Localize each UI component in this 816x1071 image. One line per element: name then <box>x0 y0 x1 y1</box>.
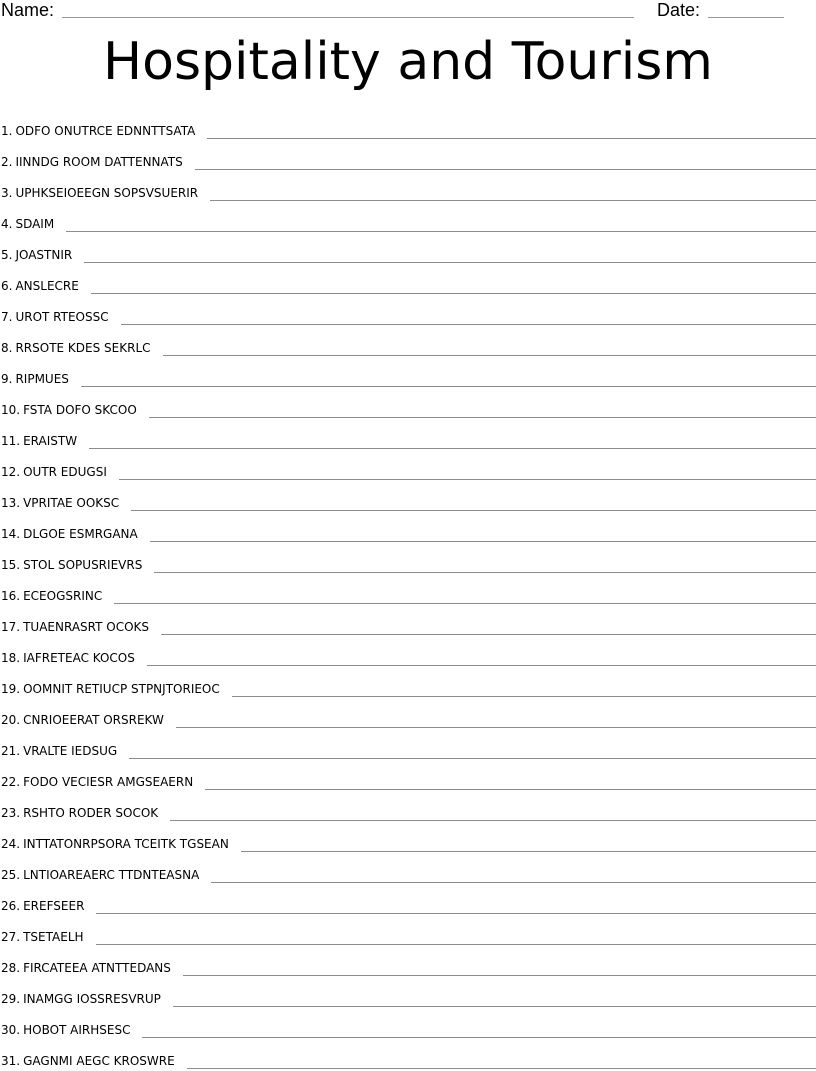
answer-blank[interactable] <box>210 199 816 201</box>
scrambled-words: GAGNMI AEGC KROSWRE <box>23 1054 175 1068</box>
name-field[interactable] <box>62 17 634 18</box>
question-number: 21. <box>1 744 21 758</box>
answer-blank[interactable] <box>129 757 816 759</box>
question-text <box>0 713 164 730</box>
scrambled-words: EREFSEER <box>23 899 85 913</box>
question-row <box>0 358 816 389</box>
question-number: 3. <box>1 186 13 200</box>
question-text <box>0 961 171 978</box>
scrambled-words: RIPMUES <box>15 372 69 386</box>
question-number: 13. <box>1 496 21 510</box>
scrambled-words: STOL SOPUSRIEVRS <box>23 558 143 572</box>
question-number: 8. <box>1 341 13 355</box>
answer-blank[interactable] <box>161 633 816 635</box>
question-number: 31. <box>1 1054 21 1068</box>
question-row <box>0 544 816 575</box>
question-number: 4. <box>1 217 13 231</box>
question-number: 1. <box>1 124 13 138</box>
answer-blank[interactable] <box>207 137 816 139</box>
question-number: 29. <box>1 992 21 1006</box>
question-text <box>0 1054 175 1071</box>
answer-blank[interactable] <box>232 695 816 697</box>
scrambled-words: TUAENRASRT OCOKS <box>23 620 150 634</box>
question-number: 15. <box>1 558 21 572</box>
question-row <box>0 141 816 172</box>
scrambled-words: DLGOE ESMRGANA <box>23 527 138 541</box>
question-row <box>0 203 816 234</box>
question-number: 24. <box>1 837 21 851</box>
question-text <box>0 558 142 575</box>
question-text <box>0 775 193 792</box>
answer-blank[interactable] <box>66 230 816 232</box>
answer-blank[interactable] <box>89 447 816 449</box>
question-text <box>0 620 149 637</box>
answer-blank[interactable] <box>91 292 816 294</box>
question-text <box>0 403 137 420</box>
question-text <box>0 527 138 544</box>
question-row <box>0 513 816 544</box>
answer-blank[interactable] <box>96 943 816 945</box>
question-row <box>0 699 816 730</box>
question-row <box>0 854 816 885</box>
scrambled-words: INAMGG IOSSRESVRUP <box>23 992 161 1006</box>
answer-blank[interactable] <box>241 850 816 852</box>
question-number: 26. <box>1 899 21 913</box>
question-number: 7. <box>1 310 13 324</box>
question-number: 12. <box>1 465 21 479</box>
question-text <box>0 248 72 265</box>
question-text <box>0 496 119 513</box>
question-row <box>0 296 816 327</box>
answer-blank[interactable] <box>195 168 816 170</box>
scrambled-words: JOASTNIR <box>15 248 73 262</box>
question-number: 23. <box>1 806 21 820</box>
question-text <box>0 868 199 885</box>
question-number: 6. <box>1 279 13 293</box>
answer-blank[interactable] <box>183 974 816 976</box>
answer-blank[interactable] <box>96 912 816 914</box>
question-row <box>0 885 816 916</box>
question-row <box>0 575 816 606</box>
question-text <box>0 341 151 358</box>
question-row <box>0 606 816 637</box>
scrambled-words: VRALTE IEDSUG <box>23 744 118 758</box>
question-text <box>0 434 77 451</box>
question-number: 19. <box>1 682 21 696</box>
answer-blank[interactable] <box>114 602 816 604</box>
question-text <box>0 124 195 141</box>
worksheet-header <box>0 0 816 24</box>
question-text <box>0 806 158 823</box>
question-number: 9. <box>1 372 13 386</box>
question-text <box>0 837 229 854</box>
answer-blank[interactable] <box>119 478 816 480</box>
answer-blank[interactable] <box>154 571 816 573</box>
question-row <box>0 823 816 854</box>
question-number: 2. <box>1 155 13 169</box>
scrambled-words: FODO VECIESR AMGSEAERN <box>23 775 194 789</box>
question-text <box>0 217 54 234</box>
question-text <box>0 589 102 606</box>
scrambled-words: VPRITAE OOKSC <box>23 496 120 510</box>
question-row <box>0 978 816 1009</box>
question-number: 22. <box>1 775 21 789</box>
scrambled-words: UPHKSEIOEEGN SOPSVSUERIR <box>15 186 199 200</box>
question-row <box>0 110 816 141</box>
question-number: 14. <box>1 527 21 541</box>
scrambled-words: TSETAELH <box>23 930 84 944</box>
scrambled-words: FSTA DOFO SKCOO <box>23 403 137 417</box>
question-text <box>0 279 79 296</box>
question-number: 10. <box>1 403 21 417</box>
question-number: 18. <box>1 651 21 665</box>
question-text <box>0 372 69 389</box>
answer-blank[interactable] <box>176 726 816 728</box>
question-text <box>0 651 135 668</box>
question-text <box>0 465 107 482</box>
scrambled-words: CNRIOEERAT ORSREKW <box>23 713 164 727</box>
scrambled-words: RRSOTE KDES SEKRLC <box>15 341 151 355</box>
scrambled-words: IINNDG ROOM DATTENNATS <box>15 155 183 169</box>
question-row <box>0 637 816 668</box>
scrambled-words: INTTATONRPSORA TCEITK TGSEAN <box>23 837 229 851</box>
question-row <box>0 327 816 358</box>
question-row <box>0 389 816 420</box>
answer-blank[interactable] <box>170 819 816 821</box>
answer-blank[interactable] <box>142 1036 816 1038</box>
scrambled-words: UROT RTEOSSC <box>15 310 109 324</box>
question-row <box>0 947 816 978</box>
question-number: 28. <box>1 961 21 975</box>
question-row <box>0 792 816 823</box>
scrambled-words: OUTR EDUGSI <box>23 465 107 479</box>
question-row <box>0 482 816 513</box>
scrambled-words: LNTIOAREAERC TTDNTEASNA <box>23 868 200 882</box>
answer-blank[interactable] <box>205 788 816 790</box>
question-number: 16. <box>1 589 21 603</box>
scrambled-words: RSHTO RODER SOCOK <box>23 806 159 820</box>
question-row <box>0 1009 816 1040</box>
question-row <box>0 172 816 203</box>
answer-blank[interactable] <box>173 1005 816 1007</box>
date-label: Date: <box>657 0 701 20</box>
scrambled-words: HOBOT AIRHSESC <box>23 1023 131 1037</box>
question-row <box>0 234 816 265</box>
question-text <box>0 186 198 203</box>
scrambled-words: OOMNIT RETIUCP STPNJTORIEOC <box>23 682 220 696</box>
answer-blank[interactable] <box>211 881 816 883</box>
name-label: Name: <box>1 0 55 20</box>
question-row <box>0 420 816 451</box>
answer-blank[interactable] <box>131 509 816 511</box>
scrambled-words: SDAIM <box>15 217 55 231</box>
answer-blank[interactable] <box>163 354 816 356</box>
question-text <box>0 992 161 1009</box>
date-field[interactable] <box>708 17 784 18</box>
question-row <box>0 451 816 482</box>
scrambled-words: ANSLECRE <box>15 279 79 293</box>
scrambled-words: IAFRETEAC KOCOS <box>23 651 135 665</box>
question-number: 27. <box>1 930 21 944</box>
worksheet-title: Hospitality and Tourism <box>103 32 713 92</box>
question-text <box>0 899 84 916</box>
question-number: 30. <box>1 1023 21 1037</box>
scrambled-words: ECEOGSRINC <box>23 589 103 603</box>
question-number: 25. <box>1 868 21 882</box>
question-text <box>0 310 109 327</box>
scrambled-words: ERAISTW <box>23 434 78 448</box>
question-number: 11. <box>1 434 21 448</box>
question-row <box>0 265 816 296</box>
answer-blank[interactable] <box>121 323 816 325</box>
question-number: 5. <box>1 248 13 262</box>
answer-blank[interactable] <box>81 385 816 387</box>
question-number: 20. <box>1 713 21 727</box>
question-row <box>0 730 816 761</box>
answer-blank[interactable] <box>149 416 816 418</box>
question-row <box>0 916 816 947</box>
question-text <box>0 744 117 761</box>
question-list <box>0 110 816 1071</box>
question-number: 17. <box>1 620 21 634</box>
question-text <box>0 930 84 947</box>
question-text <box>0 1023 130 1040</box>
question-text <box>0 682 220 699</box>
question-text <box>0 155 183 172</box>
question-row <box>0 761 816 792</box>
answer-blank[interactable] <box>147 664 816 666</box>
answer-blank[interactable] <box>84 261 816 263</box>
question-row <box>0 668 816 699</box>
scrambled-words: ODFO ONUTRCE EDNNTTSATA <box>15 124 196 138</box>
answer-blank[interactable] <box>187 1067 816 1069</box>
answer-blank[interactable] <box>150 540 816 542</box>
scrambled-words: FIRCATEEA ATNTTEDANS <box>23 961 171 975</box>
